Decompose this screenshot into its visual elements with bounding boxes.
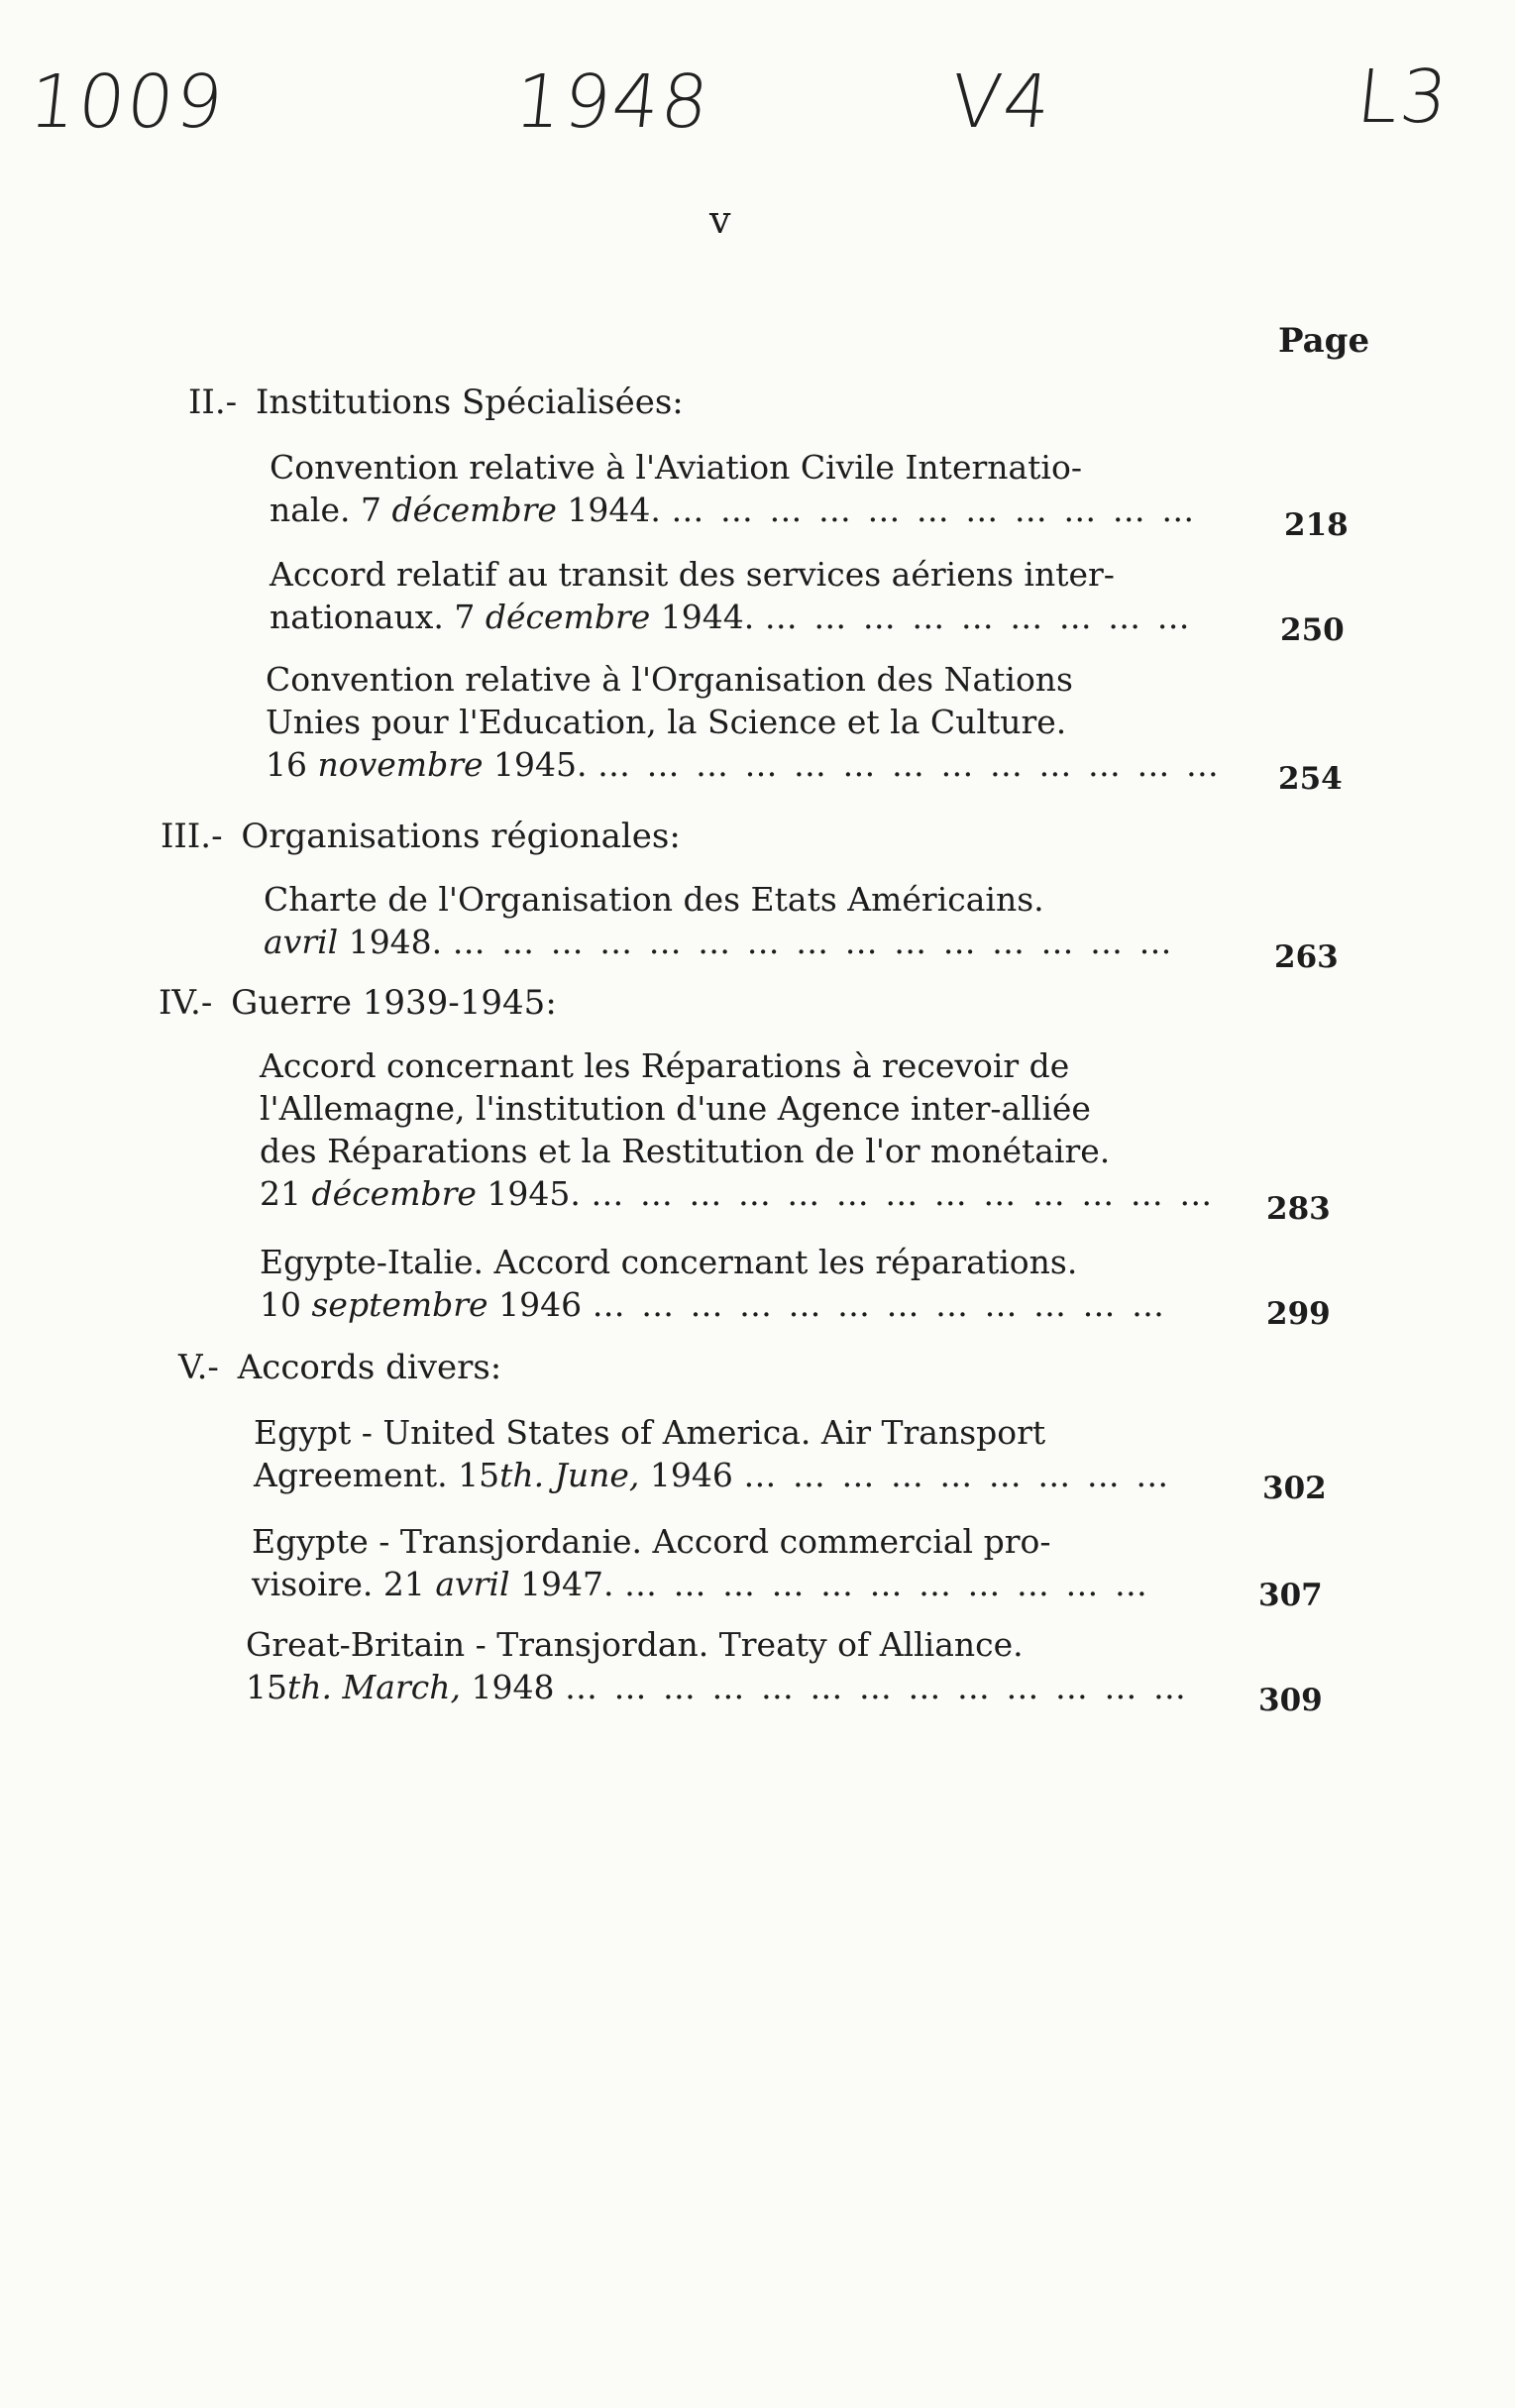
section-title: Institutions Spécialisées: bbox=[255, 383, 684, 422]
entry-line-date: visoire. 21 avril 1947. … … … … … … … … … … … bbox=[252, 1565, 1150, 1603]
entry-line: Great-Britain - Transjordan. Treaty of Alliance. bbox=[246, 1625, 1024, 1664]
leader-dots: … … … … … … … … … … … … … … … bbox=[452, 923, 1175, 961]
page-number: 263 bbox=[1274, 939, 1339, 975]
leader-dots: … … … … … … … … … … … … … bbox=[596, 745, 1222, 784]
section-heading bbox=[161, 815, 681, 858]
section-title: Guerre 1939-1945: bbox=[231, 983, 557, 1023]
entry-line: des Réparations et la Restitution de l'or monétaire. bbox=[260, 1132, 1111, 1170]
entry-line: Unies pour l'Education, la Science et la Culture. bbox=[266, 703, 1067, 741]
entry-line-date: avril 1948. … … … … … … … … … … … … … … … bbox=[264, 923, 1175, 961]
section-numeral: II.- bbox=[188, 383, 238, 422]
handwritten-year: 1948 bbox=[510, 59, 714, 145]
handwritten-volume: V4 bbox=[946, 59, 1057, 145]
toc-entry bbox=[260, 1241, 1171, 1326]
entry-line-date: 21 décembre 1945. … … … … … … … … … … … … … bbox=[260, 1174, 1216, 1213]
entry-line-date: 10 septembre 1946 … … … … … … … … … … … … bbox=[260, 1285, 1167, 1324]
page-number: 299 bbox=[1266, 1296, 1331, 1332]
leader-dots: … … … … … … … … … … … bbox=[624, 1565, 1150, 1603]
entry-line: Egypt - United States of America. Air Transport bbox=[254, 1413, 1046, 1452]
entry-line: Accord concernant les Réparations à recevoir de bbox=[260, 1046, 1070, 1085]
toc-entry bbox=[264, 878, 1175, 963]
entry-line: Egypte - Transjordanie. Accord commercial pro- bbox=[252, 1522, 1051, 1561]
entry-line: Convention relative à l'Organisation des Nations bbox=[266, 660, 1073, 699]
leader-dots: … … … … … … … … … bbox=[743, 1456, 1172, 1494]
leader-dots: … … … … … … … … … … … bbox=[671, 491, 1198, 529]
page-number: 307 bbox=[1258, 1578, 1323, 1613]
section-heading bbox=[188, 381, 684, 424]
entry-line-date: nationaux. 7 décembre 1944. … … … … … … … … … bbox=[270, 598, 1193, 636]
entry-line-date: Agreement. 15th. June, 1946 … … … … … … … … … bbox=[254, 1456, 1172, 1494]
toc-entry bbox=[266, 658, 1222, 786]
toc-entry bbox=[260, 1044, 1216, 1215]
toc-entry bbox=[246, 1623, 1189, 1708]
entry-line: Accord relatif au transit des services aériens inter- bbox=[270, 555, 1115, 594]
entry-line-date: 16 novembre 1945. … … … … … … … … … … … … … bbox=[266, 745, 1222, 784]
section-numeral: III.- bbox=[161, 817, 223, 856]
section-title: Organisations régionales: bbox=[241, 817, 681, 856]
toc-entry bbox=[252, 1520, 1163, 1605]
page-column-heading: Page bbox=[1278, 321, 1370, 361]
section-numeral: IV.- bbox=[159, 983, 213, 1023]
page-number: 218 bbox=[1284, 507, 1349, 543]
leader-dots: … … … … … … … … … bbox=[764, 598, 1193, 636]
page-number: 250 bbox=[1280, 612, 1345, 648]
entry-line-date: 15th. March, 1948 … … … … … … … … … … … … … bbox=[246, 1668, 1189, 1706]
page-number: 302 bbox=[1262, 1471, 1327, 1506]
toc-entry bbox=[254, 1411, 1172, 1496]
section-numeral: V.- bbox=[178, 1348, 219, 1387]
leader-dots: … … … … … … … … … … … … … bbox=[591, 1174, 1216, 1213]
handwritten-shelf-mark: L3 bbox=[1353, 55, 1454, 140]
page-number: 254 bbox=[1278, 761, 1343, 797]
handwritten-number: 1009 bbox=[25, 59, 229, 145]
toc-entry bbox=[270, 553, 1193, 638]
entry-line: Egypte-Italie. Accord concernant les réparations. bbox=[260, 1243, 1078, 1281]
section-title: Accords divers: bbox=[237, 1348, 502, 1387]
roman-page-number: v bbox=[709, 198, 731, 242]
entry-line: l'Allemagne, l'institution d'une Agence inter-alliée bbox=[260, 1089, 1091, 1128]
page-number: 283 bbox=[1266, 1191, 1331, 1227]
entry-line: Convention relative à l'Aviation Civile Internatio- bbox=[270, 448, 1083, 487]
leader-dots: … … … … … … … … … … … … … bbox=[564, 1668, 1189, 1706]
leader-dots: … … … … … … … … … … … … bbox=[592, 1285, 1167, 1324]
toc-entry bbox=[270, 446, 1198, 531]
page-number: 309 bbox=[1258, 1683, 1323, 1718]
entry-line-date: nale. 7 décembre 1944. … … … … … … … … … … … bbox=[270, 491, 1198, 529]
entry-line: Charte de l'Organisation des Etats Américains. bbox=[264, 880, 1044, 919]
section-heading bbox=[159, 981, 557, 1025]
section-heading bbox=[178, 1346, 501, 1389]
